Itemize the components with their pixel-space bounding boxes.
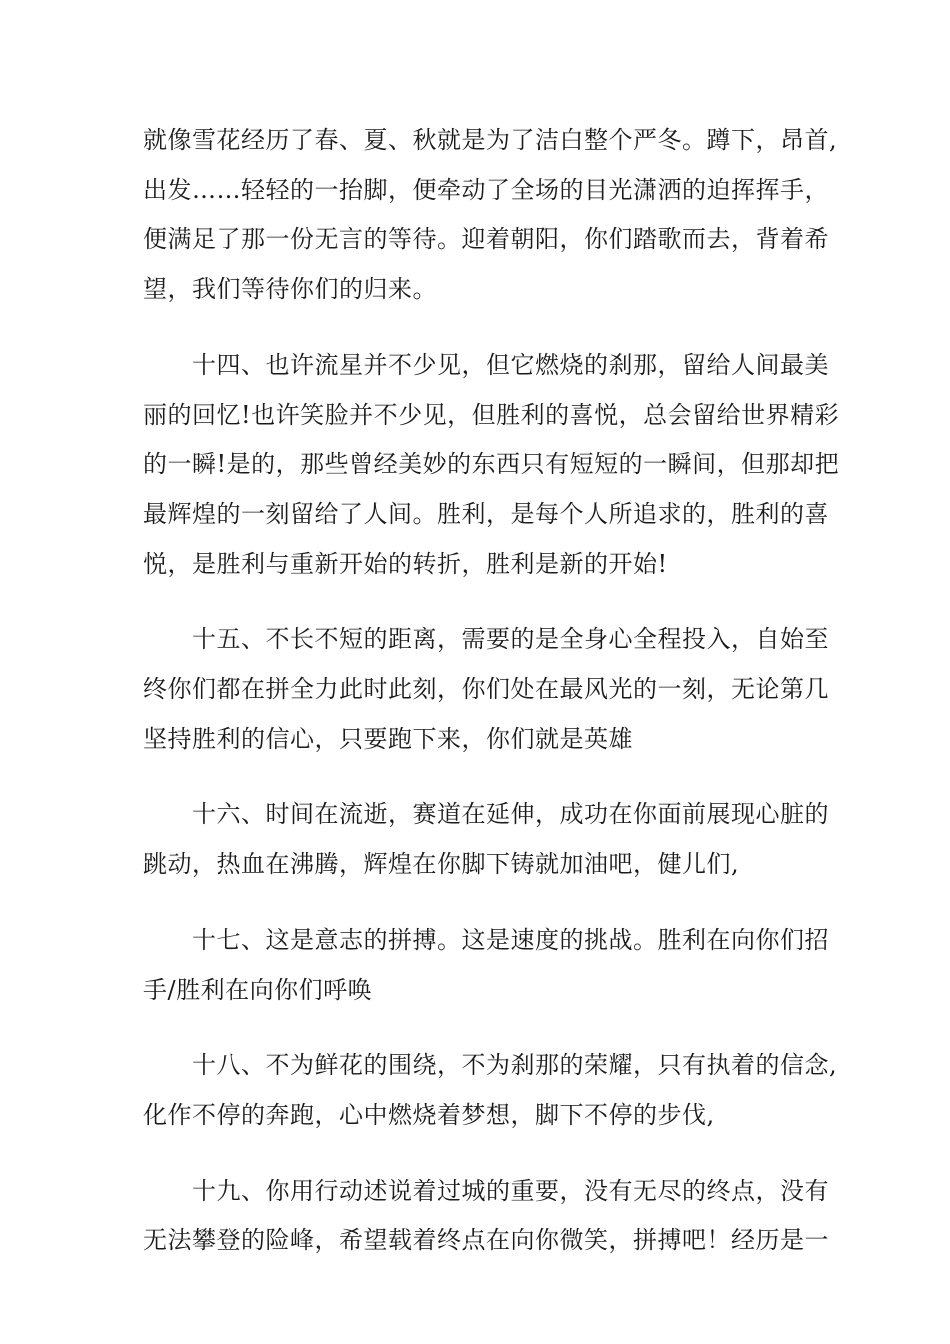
text-line: 十九、你用行动述说着过城的重要，没有无尽的终点，没有: [143, 1176, 829, 1205]
text-line: 十四、也许流星并不少见，但它燃烧的刹那，留给人间最美: [143, 350, 829, 379]
document-body: [143, 116, 840, 1292]
paragraph-snowflake: [143, 116, 838, 315]
paragraph-15: [143, 615, 829, 764]
text-line: 无法攀登的险峰，希望载着终点在向你微笑，拼搏吧！经历是一: [143, 1226, 829, 1255]
paragraph-14: [143, 341, 840, 590]
text-line: 跳动，热血在沸腾，辉煌在你脚下铸就加油吧，健儿们,: [143, 850, 740, 879]
text-line: 坚持胜利的信心，只要跑下来，你们就是英雄: [143, 724, 633, 753]
text-line: 便满足了那一份无言的等待。迎着朝阳，你们踏歌而去，背着希: [143, 225, 829, 254]
text-line: 十五、不长不短的距离，需要的是全身心全程投入，自始至: [143, 625, 829, 654]
text-line: 十八、不为鲜花的围绕，不为刹那的荣耀，只有执着的信念,: [143, 1051, 838, 1080]
paragraph-16: [143, 790, 829, 889]
paragraph-17: [143, 916, 829, 1015]
text-line: 十七、这是意志的拼搏。这是速度的挑战。胜利在向你们招: [143, 925, 829, 954]
text-line: 最辉煌的一刻留给了人间。胜利，是每个人所追求的，胜利的喜: [143, 499, 829, 528]
paragraph-19: [143, 1167, 829, 1266]
text-line: 十六、时间在流逝，赛道在延伸，成功在你面前展现心脏的: [143, 800, 829, 829]
text-line: 就像雪花经历了春、夏、秋就是为了洁白整个严冬。蹲下，昂首,: [143, 126, 838, 154]
text-line: 丽的回忆!也许笑脸并不少见，但胜利的喜悦，总会留给世界精彩: [143, 400, 840, 429]
text-line: 的一瞬!是的，那些曾经美妙的东西只有短短的一瞬间，但那却把: [143, 450, 840, 479]
text-line: 终你们都在拼全力此时此刻，你们处在最风光的一刻，无论第几: [143, 675, 829, 704]
text-line: 化作不停的奔跑，心中燃烧着梦想，脚下不停的步伐,: [143, 1100, 715, 1129]
text-line: 望，我们等待你们的归来。: [143, 275, 437, 304]
text-line: 悦，是胜利与重新开始的转折，胜利是新的开始!: [143, 549, 668, 578]
text-line: 手/胜利在向你们呼唤: [143, 975, 373, 1004]
paragraph-18: [143, 1041, 838, 1140]
text-line: 出发……轻轻的一抬脚，便牵动了全场的目光潇洒的迫挥挥手，: [143, 175, 829, 204]
